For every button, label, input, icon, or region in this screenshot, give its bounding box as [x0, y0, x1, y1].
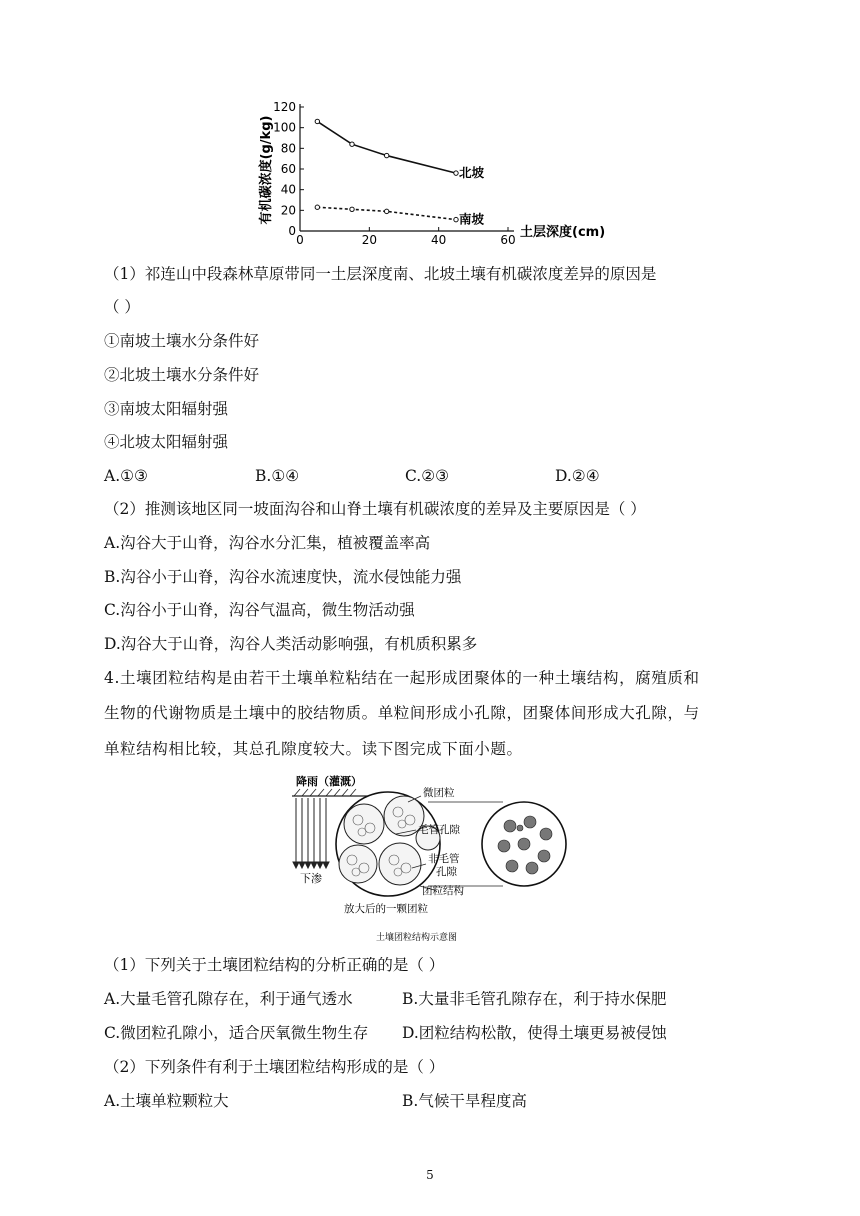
x-tick-label: 20 — [361, 233, 377, 247]
data-point — [454, 171, 458, 175]
q3-1-item: ③南坡太阳辐射强 — [104, 400, 229, 418]
y-tick-label: 40 — [280, 182, 296, 197]
q3-1-option-d: D.②④ — [555, 467, 600, 485]
q3-1-item: ④北坡太阳辐射强 — [104, 433, 229, 451]
q3-1-stem: （1）祁连山中段森林草原带同一土层深度南、北坡土壤有机碳浓度差异的原因是 — [104, 265, 657, 283]
page-number: 5 — [426, 1168, 434, 1182]
organic-carbon-chart — [250, 100, 620, 250]
q3-1-item: ②北坡土壤水分条件好 — [104, 366, 260, 384]
q3-1-option-b: B.①④ — [255, 467, 300, 485]
y-tick-label: 20 — [280, 203, 296, 218]
y-tick-label: 0 — [288, 224, 296, 238]
diagram-noncap-label: 非毛管 — [428, 853, 460, 865]
q3-2-option-b: B.沟谷小于山脊，沟谷水流速度快，流水侵蚀能力强 — [104, 568, 462, 586]
q3-1-item: ①南坡土壤水分条件好 — [104, 332, 260, 350]
chart-ylabel: 有机碳浓度(g/kg) — [259, 115, 274, 225]
q4-2-stem: （2）下列条件有利于土壤团粒结构形成的是（ ） — [104, 1058, 445, 1076]
q3-1-option-c: C.②③ — [405, 467, 450, 485]
y-tick-label: 80 — [280, 141, 296, 156]
data-point — [350, 207, 354, 211]
diagram-enlarged-label: 放大后的一颗团粒 — [344, 903, 428, 915]
data-point — [384, 209, 388, 213]
y-tick-label: 60 — [280, 162, 296, 176]
data-point — [384, 153, 388, 157]
diagram-rain-label: 降雨（灌溉） — [296, 775, 362, 788]
diagram-caption: 土壤团粒结构示意图 — [376, 933, 458, 943]
x-tick-label: 0 — [296, 233, 304, 247]
soil-aggregate-diagram — [288, 772, 578, 948]
q4-intro-line: 生物的代谢物质是土壤中的胶结物质。单粒间形成小孔隙，团聚体间形成大孔隙，与 — [104, 704, 700, 722]
diagram-capillary-label: 毛管孔隙 — [418, 824, 460, 836]
q3-1-option-a: A.①③ — [104, 467, 148, 485]
data-point — [315, 205, 319, 209]
data-point — [350, 142, 354, 146]
q3-2-option-a: A.沟谷大于山脊，沟谷水分汇集，植被覆盖率高 — [104, 534, 431, 552]
q4-intro-line: 4.土壤团粒结构是由若干土壤单粒粘结在一起形成团聚体的一种土壤结构，腐殖质和 — [104, 669, 700, 687]
q4-1-stem: （1）下列关于土壤团粒结构的分析正确的是（ ） — [104, 956, 445, 974]
q3-2-option-d: D.沟谷大于山脊，沟谷人类活动影响强，有机质积累多 — [104, 635, 478, 653]
q4-1-option-d: D.团粒结构松散，使得土壤更易被侵蚀 — [402, 1024, 667, 1042]
data-point — [315, 119, 319, 123]
series-label: 南坡 — [459, 211, 485, 227]
diagram-noncap-label-2: 孔隙 — [436, 866, 457, 878]
q4-2-option-a: A.土壤单粒颗粒大 — [104, 1092, 229, 1110]
q4-intro-line: 单粒结构相比较，其总孔隙度较大。读下图完成下面小题。 — [104, 740, 523, 758]
data-point — [454, 217, 458, 221]
x-tick-label: 40 — [431, 233, 447, 247]
series-label: 北坡 — [459, 165, 485, 181]
q3-2-option-c: C.沟谷小于山脊，沟谷气温高，微生物活动强 — [104, 601, 415, 619]
q3-1-stem-bracket: （ ） — [104, 298, 140, 316]
y-tick-label: 100 — [273, 120, 296, 135]
diagram-micro-label: 微团粒 — [423, 787, 455, 799]
diagram-seep-label: 下渗 — [300, 872, 322, 885]
series-line-north — [317, 121, 456, 173]
chart-xlabel: 土层深度(cm) — [520, 225, 606, 240]
q3-2-stem: （2）推测该地区同一坡面沟谷和山脊土壤有机碳浓度的差异及主要原因是（ ） — [104, 500, 646, 518]
q4-2-option-b: B.气候干旱程度高 — [402, 1092, 527, 1110]
y-tick-label: 120 — [273, 100, 296, 114]
q4-1-option-b: B.大量非毛管孔隙存在，利于持水保肥 — [402, 990, 667, 1008]
q4-1-option-c: C.微团粒孔隙小，适合厌氧微生物生存 — [104, 1024, 369, 1042]
x-tick-label: 60 — [500, 233, 516, 247]
diagram-aggregate-label: 团粒结构 — [422, 885, 464, 897]
q4-1-option-a: A.大量毛管孔隙存在，利于通气透水 — [104, 990, 353, 1008]
